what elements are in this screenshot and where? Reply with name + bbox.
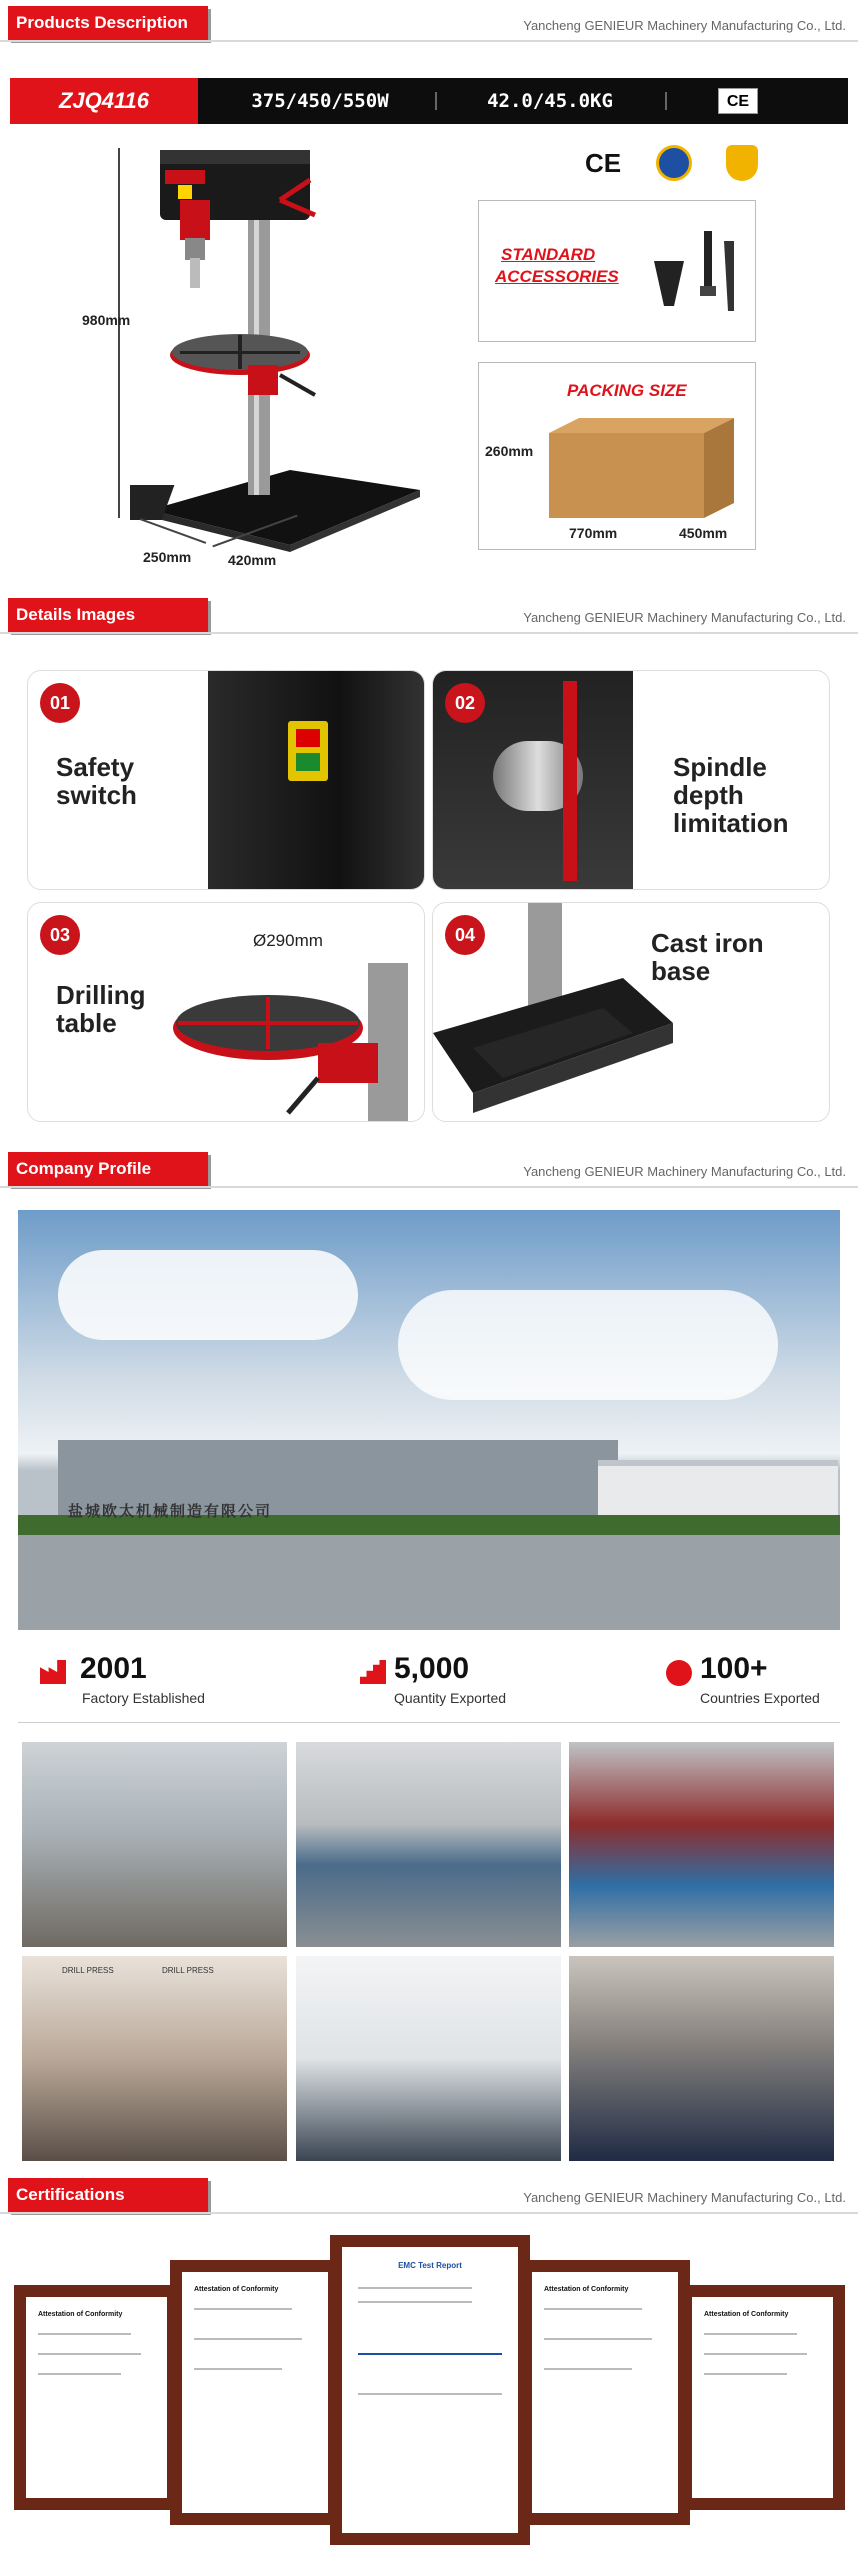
chart-icon: [360, 1660, 386, 1684]
stat-label: Quantity Exported: [394, 1690, 507, 1706]
divider: [18, 1722, 840, 1723]
drill-press-image: [130, 140, 450, 560]
text-line: [38, 2353, 141, 2355]
section-header-products: [0, 0, 858, 44]
label-line: Cast iron: [651, 928, 764, 958]
dimension-line-height: [118, 148, 120, 518]
depth-dimension: 420mm: [228, 552, 277, 568]
drilling-table-image: [168, 963, 425, 1122]
detail-card-cast-iron-base: [432, 902, 830, 1122]
text-line: [358, 2353, 502, 2355]
quality-seal-icon: [656, 145, 692, 181]
text-line: [704, 2333, 797, 2335]
table-diameter-note: Ø290mm: [253, 931, 323, 950]
feed-handle: [563, 681, 577, 881]
width-dimension: 250mm: [143, 549, 192, 565]
text-line: [358, 2301, 472, 2303]
text-line: [704, 2353, 807, 2355]
certificate-3: [330, 2235, 530, 2545]
pack-width: 450mm: [679, 525, 728, 541]
section-title: Certifications: [8, 2178, 208, 2212]
height-dimension: 980mm: [82, 312, 131, 328]
detail-label: [673, 753, 789, 837]
detail-card-safety-switch: [27, 670, 425, 890]
label-line: base: [651, 956, 711, 986]
ce-icon: CE: [585, 148, 622, 178]
text-line: [704, 2373, 787, 2375]
stat-value: 100+: [700, 1652, 768, 1685]
base-image: [433, 903, 830, 1122]
stat-label: Countries Exported: [700, 1690, 820, 1706]
label-line: switch: [56, 780, 137, 810]
accessories-title: STANDARD: [501, 245, 596, 264]
detail-label: [56, 753, 137, 809]
certificate-4: [520, 2260, 690, 2525]
text-line: [194, 2338, 302, 2340]
accessories-title-2: ACCESSORIES: [495, 267, 619, 286]
certificate-1: [14, 2285, 179, 2510]
section-header-details: [0, 592, 858, 636]
stat-countries: [666, 1652, 846, 1712]
packing-title: PACKING SIZE: [567, 381, 687, 400]
packaging-area-photo: [569, 1742, 834, 1947]
section-header-company: [0, 1146, 858, 1190]
award-icon: [726, 145, 758, 181]
certificate-5: [680, 2285, 845, 2510]
factory-icon: [40, 1660, 66, 1684]
packing-size-box: [478, 362, 756, 550]
company-name: Yancheng GENIEUR Machinery Manufacturing Co., Ltd.: [523, 1164, 846, 1179]
section-header-certifications: [0, 2172, 858, 2216]
label-line: depth: [673, 780, 744, 810]
road: [18, 1535, 840, 1630]
stat-exported: [360, 1652, 590, 1712]
detail-card-drilling-table: [27, 902, 425, 1122]
stat-label: Factory Established: [82, 1690, 205, 1706]
label-line: table: [56, 1008, 117, 1038]
pack-height: 260mm: [485, 443, 534, 459]
company-name: Yancheng GENIEUR Machinery Manufacturing Co., Ltd.: [523, 610, 846, 625]
company-name: Yancheng GENIEUR Machinery Manufacturing Co., Ltd.: [523, 18, 846, 33]
section-title: Company Profile: [8, 1152, 208, 1186]
pack-length: 770mm: [569, 525, 618, 541]
certificate-page: [538, 2278, 672, 2507]
text-line: [38, 2373, 121, 2375]
factory-photo: [18, 1210, 840, 1630]
certificate-2: [170, 2260, 340, 2525]
stat-value: 5,000: [394, 1652, 470, 1685]
divider: [0, 632, 858, 634]
label-line: Safety: [56, 752, 135, 782]
label-line: Drilling: [56, 980, 146, 1010]
certificate-title: Attestation of Conformity: [38, 2311, 123, 2318]
exhibition-photo: [22, 1956, 287, 2161]
label-line: limitation: [673, 808, 789, 838]
detail-number: 01: [40, 683, 80, 723]
stat-value: 2001: [80, 1652, 147, 1685]
team-photo: [569, 1956, 834, 2161]
text-line: [544, 2338, 652, 2340]
text-line: [38, 2333, 131, 2335]
certificate-page: [32, 2303, 161, 2492]
workshop-photo: [22, 1742, 287, 1947]
stat-established: [40, 1652, 270, 1712]
carton-image: [544, 413, 744, 523]
detail-number: 04: [445, 915, 485, 955]
model-number: ZJQ4116: [10, 78, 198, 124]
spec-bar: [10, 78, 848, 124]
cloud: [58, 1250, 358, 1340]
certificate-page: [188, 2278, 322, 2507]
detail-card-spindle-depth: [432, 670, 830, 890]
start-button: [296, 753, 320, 771]
text-line: [544, 2308, 642, 2310]
meeting-photo: [296, 1956, 561, 2161]
certificate-page: [698, 2303, 827, 2492]
safety-switch-image: [208, 671, 425, 890]
text-line: [194, 2368, 282, 2370]
booth-sign: DRILL PRESS: [62, 1966, 114, 1975]
cloud: [398, 1290, 778, 1400]
certificate-title: Attestation of Conformity: [544, 2286, 629, 2293]
detail-number: 03: [40, 915, 80, 955]
detail-number: 02: [445, 683, 485, 723]
section-title: Details Images: [8, 598, 208, 632]
accessories-image: [644, 221, 744, 321]
text-line: [358, 2287, 472, 2289]
text-line: [194, 2308, 292, 2310]
globe-icon: [666, 1660, 692, 1686]
power-spec: 375/450/550W: [251, 90, 389, 112]
label-line: Spindle: [673, 752, 767, 782]
stop-button: [296, 729, 320, 747]
text-line: [544, 2368, 632, 2370]
detail-label: [56, 981, 146, 1037]
certificate-title: Attestation of Conformity: [704, 2311, 789, 2318]
certificate-page: [348, 2253, 512, 2527]
divider: [0, 40, 858, 42]
booth-sign: DRILL PRESS: [162, 1966, 214, 1975]
divider: [435, 92, 437, 110]
ce-mark: CE: [718, 88, 758, 114]
standard-accessories-box: [478, 200, 756, 342]
text-line: [358, 2393, 502, 2395]
certificates-row: [0, 2235, 858, 2560]
section-title: Products Description: [8, 6, 208, 40]
factory-sign: 盐城欧太机械制造有限公司: [68, 1503, 273, 1520]
certificate-title: Attestation of Conformity: [194, 2286, 279, 2293]
weight-spec: 42.0/45.0KG: [487, 90, 613, 112]
divider: [0, 1186, 858, 1188]
certificate-title: EMC Test Report: [398, 2261, 462, 2270]
warehouse-racks-photo: [296, 1742, 561, 1947]
company-name: Yancheng GENIEUR Machinery Manufacturing Co., Ltd.: [523, 2190, 846, 2205]
detail-label: [651, 929, 764, 985]
divider: [665, 92, 667, 110]
divider: [0, 2212, 858, 2214]
